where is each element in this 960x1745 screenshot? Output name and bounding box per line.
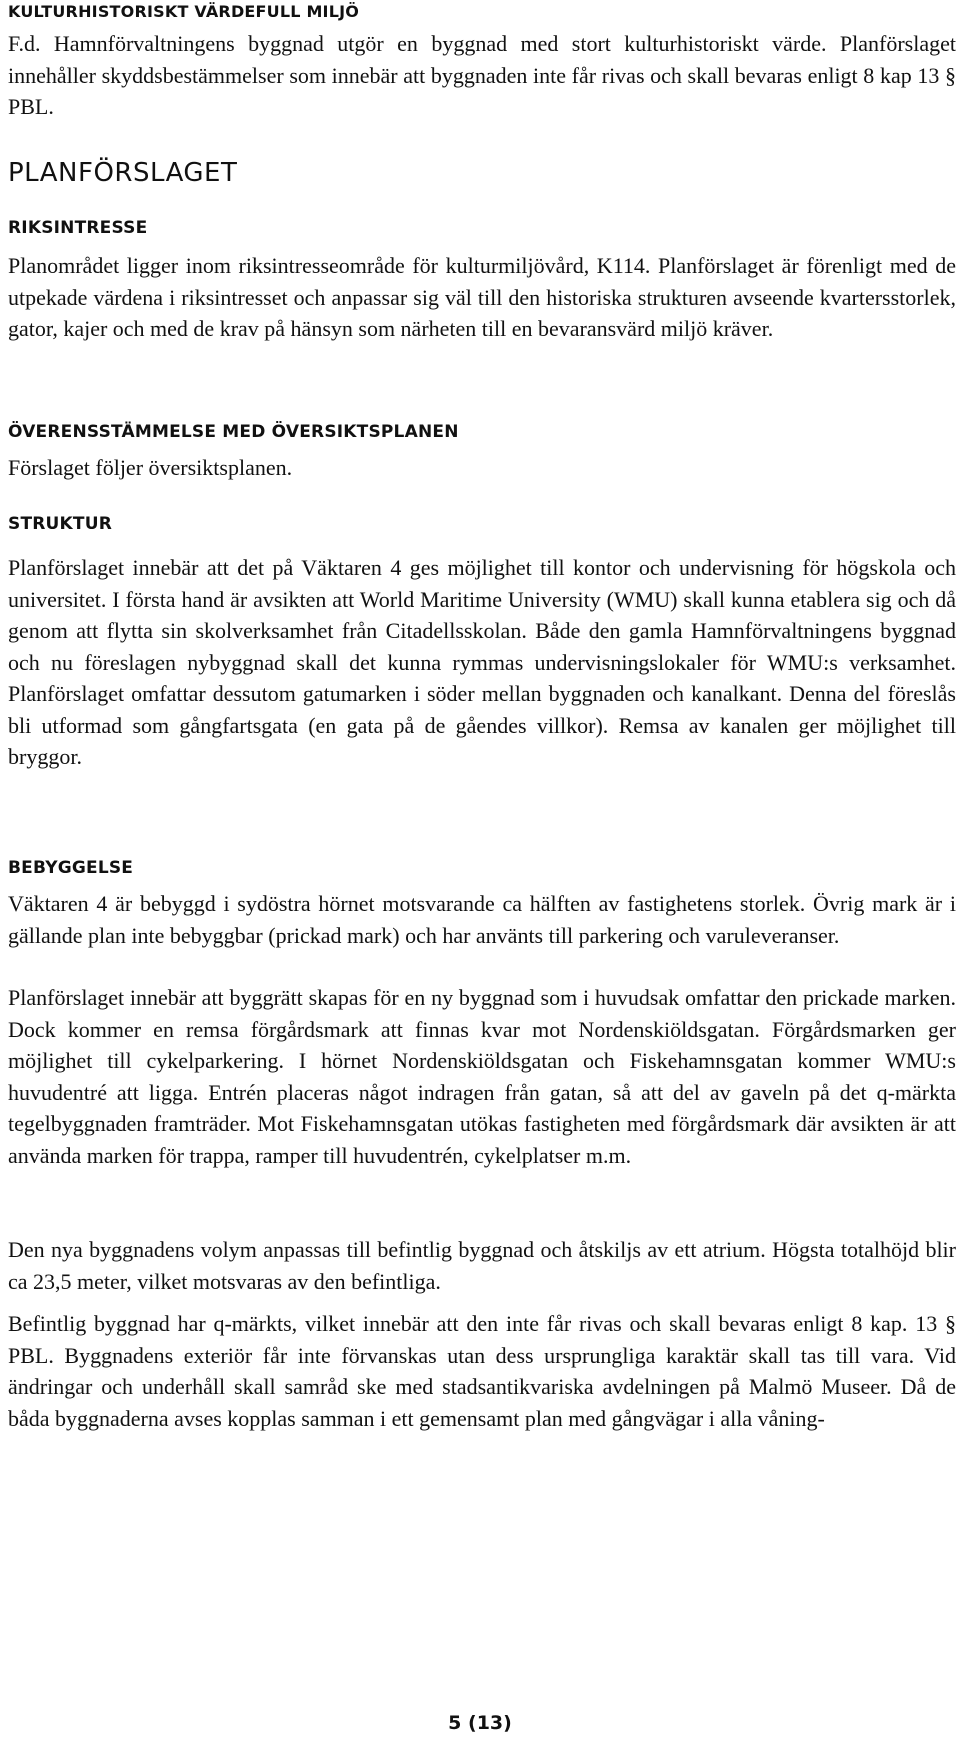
paragraph-bebyggelse-1: Väktaren 4 är bebyggd i sydöstra hörnet motsvarande ca hälften av fastighetens storlek. Övrig mark är i gällande plan inte bebyggbar (prickad mark) och har använts till parkering och varuleveranser. <box>8 891 956 948</box>
heading-riksintresse: RIKSINTRESSE <box>8 218 148 238</box>
heading-bebyggelse: BEBYGGELSE <box>8 858 134 878</box>
paragraph-bebyggelse-2: Planförslaget innebär att byggrätt skapas för en ny byggnad som i huvudsak omfattar den prickade marken. Dock kommer en remsa förgårdsmark att finnas kvar mot Nordenskiöldsgatan. Förgårdsmarken ger möjlighet till cykelparkering. I hörnet Nordenskiöldsgatan och Fiskehamnsgatan kommer WMU:s huvudentré att ligga. Entrén placeras något indragen från gatan, så att del av gaveln på det q-märkta tegelbyggnaden framträder. Mot Fiskehamnsgatan utökas fastigheten med förgårdsmark där avsikten är att använda marken för trappa, ramper till huvudentrén, cykelplatser m.m. <box>8 985 956 1168</box>
heading-kulturhistoriskt: KULTURHISTORISKT VÄRDEFULL MILJÖ <box>8 2 360 21</box>
paragraph-kulturhistoriskt: F.d. Hamnförvaltningens byggnad utgör en byggnad med stort kulturhistoriskt värde. Planförslaget innehåller skyddsbestämmelser som innebär att byggnaden inte får rivas och skall bevaras enligt 8 kap 13 § PBL. <box>8 31 956 119</box>
heading-struktur: STRUKTUR <box>8 514 112 534</box>
heading-oversiktsplanen: ÖVERENSSTÄMMELSE MED ÖVERSIKTSPLANEN <box>8 422 459 442</box>
paragraph-oversiktsplanen: Förslaget följer översiktsplanen. <box>8 455 293 480</box>
paragraph-riksintresse: Planområdet ligger inom riksintresseområde för kulturmiljövård, K114. Planförslaget är förenligt med de utpekade värdena i riksintresset och anpassar sig väl till den historiska strukturen avseende kvartersstorlek, gator, kajer och med de krav på hänsyn som närheten till en bevaransvärd miljö kräver. <box>8 253 956 341</box>
heading-planforslaget: PLANFÖRSLAGET <box>8 158 238 188</box>
paragraph-bebyggelse-3: Den nya byggnadens volym anpassas till befintlig byggnad och åtskiljs av ett atrium. Högsta totalhöjd blir ca 23,5 meter, vilket motsvaras av den befintliga. <box>8 1237 956 1294</box>
paragraph-befintlig-byggnad: Befintlig byggnad har q-märkts, vilket innebär att den inte får rivas och skall bevaras enligt 8 kap. 13 § PBL. Byggnadens exteriör får inte förvanskas utan dess ursprungliga karaktär skall tas till vara. Vid ändringar och underhåll skall samråd ske med stadsantikvariska avdelningen på Malmö Museer. Då de båda byggnaderna avses kopplas samman i ett gemensamt plan med gångvägar i alla våning- <box>8 1311 956 1431</box>
paragraph-struktur: Planförslaget innebär att det på Väktaren 4 ges möjlighet till kontor och undervisning för högskola och universitet. I första hand är avsikten att World Maritime University (WMU) skall kunna etablera sig och då genom att flytta sin skolverksamhet från Citadellsskolan. Både den gamla Hamnförvaltningens byggnad och nu föreslagen nybyggnad skall det kunna rymmas undervisningslokaler för WMU:s verksamhet. Planförslaget omfattar dessutom gatumarken i söder mellan byggnaden och kanalkant. Denna del föreslås bli utformad som gångfartsgata (en gata på de gåendes villkor). Remsa av kanalen ger möjlighet till bryggor. <box>8 555 956 769</box>
page-number: 5 (13) <box>448 1712 512 1734</box>
